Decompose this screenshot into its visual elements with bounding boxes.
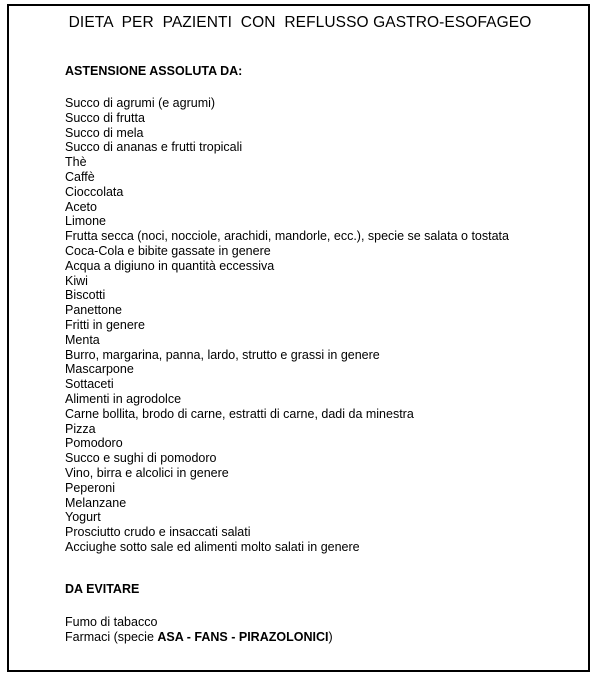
- list-item: Limone: [65, 214, 106, 229]
- list-item: Fritti in genere: [65, 317, 145, 332]
- list-item: Alimenti in agrodolce: [65, 391, 182, 406]
- list-item: Pomodoro: [65, 436, 123, 451]
- list-item: Menta: [65, 332, 100, 347]
- list-item-drugs: [65, 630, 565, 645]
- list-item: Coca-Cola e bibite gassate in genere: [65, 243, 271, 258]
- list-item: Peperoni: [65, 480, 116, 495]
- list-item-smoke: Fumo di tabacco: [65, 614, 158, 629]
- list-item: Succo e sughi di pomodoro: [65, 451, 217, 466]
- list-item: Acciughe sotto sale ed alimenti molto salati in genere: [65, 539, 360, 554]
- drugs-prefix: Farmaci (specie: [65, 629, 158, 644]
- list-item: Vino, birra e alcolici in genere: [65, 465, 229, 480]
- list-item: Pizza: [65, 421, 96, 436]
- document-title: DIETA PER PAZIENTI CON REFLUSSO GASTRO-ESOFAGEO: [68, 14, 532, 31]
- list-item: Aceto: [65, 199, 97, 214]
- list-item: Kiwi: [65, 273, 88, 288]
- list-item: Sottaceti: [65, 377, 114, 392]
- list-item: Thè: [65, 155, 87, 170]
- evitare-list: [65, 615, 565, 645]
- list-item: Succo di ananas e frutti tropicali: [65, 140, 243, 155]
- list-item: Mascarpone: [65, 362, 134, 377]
- list-item: Acqua a digiuno in quantità eccessiva: [65, 258, 275, 273]
- list-item: Biscotti: [65, 288, 106, 303]
- section-heading-astensione: ASTENSIONE ASSOLUTA DA:: [65, 64, 243, 78]
- drugs-suffix: ): [328, 629, 333, 644]
- list-item: Carne bollita, brodo di carne, estratti di carne, dadi da minestra: [65, 406, 414, 421]
- list-item: Frutta secca (noci, nocciole, arachidi, mandorle, ecc.), specie se salata o tostata: [65, 229, 509, 244]
- list-item: Succo di mela: [65, 125, 144, 140]
- list-item: Burro, margarina, panna, lardo, strutto e grassi in genere: [65, 347, 380, 362]
- list-item: Succo di frutta: [65, 110, 145, 125]
- drugs-names: ASA - FANS - PIRAZOLONICI: [157, 629, 329, 644]
- astensione-list: [65, 96, 565, 555]
- list-item: Yogurt: [65, 510, 101, 525]
- list-item: Cioccolata: [65, 184, 124, 199]
- list-item: Caffè: [65, 169, 95, 184]
- document-body: [65, 64, 565, 644]
- list-item: Prosciutto crudo e insaccati salati: [65, 525, 251, 540]
- list-item: Panettone: [65, 303, 122, 318]
- list-item: Succo di agrumi (e agrumi): [65, 96, 216, 110]
- section-heading-evitare: DA EVITARE: [65, 581, 140, 596]
- list-item: Melanzane: [65, 495, 127, 510]
